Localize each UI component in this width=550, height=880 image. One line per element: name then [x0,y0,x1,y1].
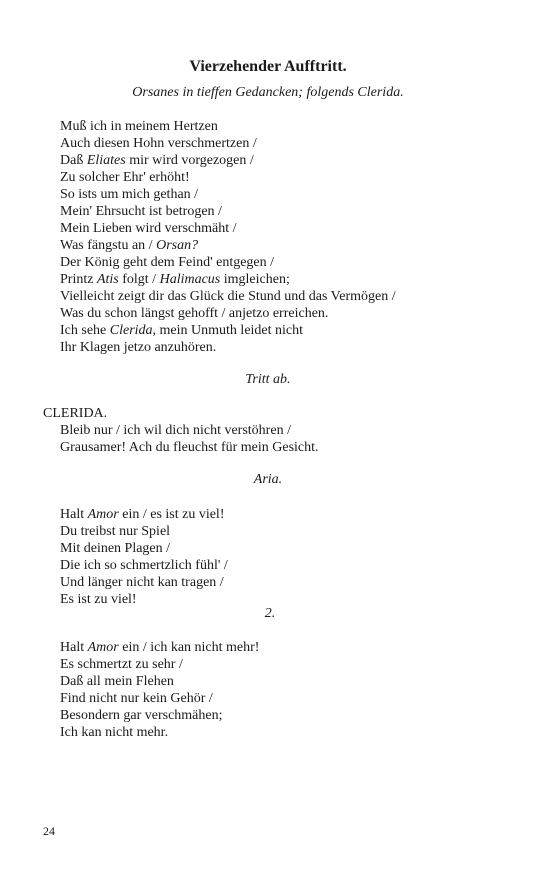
verse-line: Du treibst nur Spiel [60,524,171,539]
verse-line: Es ist zu viel! [60,592,137,607]
verse-line: Printz Atis folgt / Halimacus imgleichen; [60,272,290,287]
verse-line: Mein' Ehrsucht ist betrogen / [60,204,222,219]
verse-line: So ists um mich gethan / [60,187,199,202]
scene-title: Vierzehender Aufftritt. [189,58,347,75]
italic-name: Clerida, [109,323,157,338]
verse-line: Was du schon längst gehofft / anjetzo erreichen. [60,306,329,321]
verse-line: Was fängstu an / Orsan? [60,238,199,253]
verse-line: Zu solcher Ehr' erhöht! [60,170,190,185]
scene-subtitle: Orsanes in tieffen Gedancken; folgends Clerida. [132,85,404,100]
verse-line: Grausamer! Ach du fleuchst für mein Gesicht. [60,440,319,455]
stage-direction: Tritt ab. [245,372,291,387]
verse-line: Ich sehe Clerida, mein Unmuth leidet nicht [60,323,304,338]
verse-line: Daß all mein Flehen [60,674,174,689]
aria-heading: Aria. [253,472,283,487]
italic-name: Amor [87,507,119,522]
verse-line: Muß ich in meinem Hertzen [60,119,218,134]
aria-verse-2 [60,639,259,741]
italic-name: Eliates [86,153,126,168]
verse-line: Find nicht nur kein Gehör / [60,691,213,706]
clerida-lines [60,422,319,456]
verse-line: Ich kan nicht mehr. [60,725,169,740]
verse-line: Ihr Klagen jetzo anzuhören. [60,340,217,355]
italic-name: Orsan? [156,238,199,253]
aria-verse-1 [60,506,228,608]
page-number: 24 [43,824,55,838]
verse-line: Die ich so schmertzlich fühl' / [60,558,228,573]
verse-line: Mein Lieben wird verschmäht / [60,221,237,236]
verse-line: Und länger nicht kan tragen / [60,575,224,590]
italic-name: Halimacus [159,272,221,287]
italic-name: Atis [96,272,119,287]
verse-line: Daß Eliates mir wird vorgezogen / [60,153,254,168]
italic-name: Amor [87,640,119,655]
verse-line: Der König geht dem Feind' entgegen / [60,255,275,270]
verse-line: Halt Amor ein / es ist zu viel! [60,507,225,522]
monologue-orsanes [60,118,396,356]
speaker-name: CLERIDA. [43,406,108,421]
verse-number: 2. [264,606,276,621]
verse-line: Auch diesen Hohn verschmertzen / [60,136,257,151]
verse-line: Es schmertzt zu sehr / [60,657,183,672]
verse-line: Bleib nur / ich wil dich nicht verstöhren / [60,423,291,438]
verse-line: Vielleicht zeigt dir das Glück die Stund und das Vermögen / [60,289,396,304]
verse-line: Mit deinen Plagen / [60,541,171,556]
verse-line: Besondern gar verschmähen; [60,708,223,723]
verse-line: Halt Amor ein / ich kan nicht mehr! [60,640,260,655]
